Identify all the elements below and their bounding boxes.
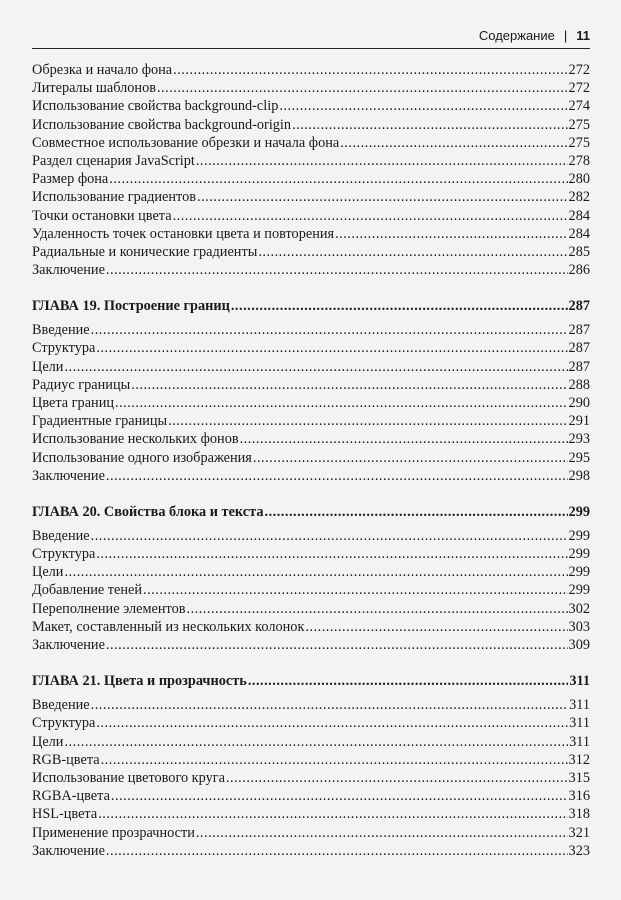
dot-leader (131, 376, 567, 394)
entry-title: Структура (32, 340, 96, 357)
dot-leader (96, 545, 567, 563)
entry-title: Радиальные и конические градиенты (32, 243, 258, 260)
dot-leader (91, 696, 568, 714)
dot-leader (106, 636, 568, 654)
entry-title: Использование градиентов (32, 189, 197, 206)
entry-page: 287 (568, 322, 590, 339)
toc-entry (32, 116, 590, 134)
dot-leader (106, 261, 568, 279)
entry-title: Заключение (32, 842, 105, 859)
entry-title: Использование свойства background-origin (32, 116, 292, 133)
entry-page: 298 (568, 467, 590, 484)
entry-page: 287 (568, 298, 590, 315)
toc-entry (32, 188, 590, 206)
dot-leader (248, 672, 569, 690)
entry-title: Макет, составленный из нескольких колонок (32, 618, 305, 635)
toc-entry (32, 600, 590, 618)
dot-leader (265, 503, 568, 521)
entry-page: 275 (568, 134, 590, 151)
toc-entry (32, 714, 590, 732)
toc-entry (32, 751, 590, 769)
entry-title: Введение (32, 322, 90, 339)
entry-title: Заключение (32, 637, 105, 654)
entry-page: 321 (568, 824, 590, 841)
entry-title: Использование нескольких фонов (32, 431, 239, 448)
entry-page: 291 (568, 413, 590, 430)
dot-leader (101, 751, 568, 769)
entry-page: 299 (568, 564, 590, 581)
toc-entry (32, 696, 590, 714)
entry-title: Цели (32, 564, 64, 581)
toc-entry (32, 563, 590, 581)
dot-leader (91, 321, 568, 339)
entry-title: Структура (32, 546, 96, 563)
entry-title: Заключение (32, 262, 105, 279)
toc-entry (32, 376, 590, 394)
entry-title: ГЛАВА 19. Построение границ (32, 298, 230, 315)
toc-entry (32, 394, 590, 412)
entry-page: 278 (568, 152, 590, 169)
toc-entry (32, 842, 590, 860)
entry-title: Введение (32, 697, 90, 714)
dot-leader (115, 394, 568, 412)
toc-entry (32, 824, 590, 842)
dot-leader (279, 97, 567, 115)
toc-entry (32, 79, 590, 97)
entry-page: 303 (568, 618, 590, 635)
entry-page: 302 (568, 600, 590, 617)
entry-page: 299 (568, 582, 590, 599)
entry-title: Цели (32, 733, 64, 750)
running-header (32, 28, 590, 49)
dot-leader (64, 358, 567, 376)
table-of-contents (32, 61, 590, 860)
entry-page: 311 (569, 715, 590, 732)
entry-page: 272 (568, 80, 590, 97)
entry-title: Цели (32, 358, 64, 375)
entry-title: Обрезка и начало фона (32, 62, 173, 78)
entry-page: 284 (568, 225, 590, 242)
dot-leader (240, 430, 568, 448)
toc-entry (32, 618, 590, 636)
toc-entry (32, 97, 590, 115)
dot-leader (253, 449, 568, 467)
dot-leader (143, 581, 568, 599)
entry-title: Раздел сценария JavaScript (32, 152, 195, 169)
header-separator: | (563, 28, 568, 43)
toc-entry (32, 170, 590, 188)
dot-leader (196, 824, 568, 842)
toc-entry (32, 261, 590, 279)
entry-page: 312 (568, 751, 590, 768)
entry-title: Использование цветового круга (32, 769, 225, 786)
entry-page: 274 (568, 98, 590, 115)
entry-page: 286 (568, 262, 590, 279)
chapter-heading (32, 297, 590, 315)
dot-leader (292, 116, 567, 134)
entry-title: Использование одного изображения (32, 449, 252, 466)
entry-page: 316 (568, 788, 590, 805)
page-number: 11 (576, 28, 590, 43)
entry-title: Градиентные границы (32, 413, 168, 430)
entry-page: 311 (569, 697, 590, 714)
entry-title: Радиус границы (32, 376, 131, 393)
dot-leader (98, 805, 567, 823)
toc-entry (32, 581, 590, 599)
entry-title: Размер фона (32, 171, 109, 188)
entry-title: Добавление теней (32, 582, 143, 599)
entry-title: RGBA-цвета (32, 788, 110, 805)
entry-title: Применение прозрачности (32, 824, 195, 841)
dot-leader (91, 527, 568, 545)
dot-leader (64, 733, 568, 751)
entry-title: Литералы шаблонов (32, 80, 156, 97)
dot-leader (197, 188, 568, 206)
toc-entry (32, 733, 590, 751)
entry-page: 280 (568, 171, 590, 188)
dot-leader (109, 170, 567, 188)
header-title: Содержание (478, 28, 555, 43)
toc-entry (32, 321, 590, 339)
dot-leader (96, 339, 567, 357)
toc-entry (32, 61, 590, 79)
entry-title: Цвета границ (32, 394, 114, 411)
entry-title: ГЛАВА 21. Цвета и прозрачность (32, 673, 247, 690)
entry-page: 323 (568, 842, 590, 859)
toc-entry (32, 467, 590, 485)
entry-page: 299 (568, 527, 590, 544)
entry-page: 309 (568, 637, 590, 654)
entry-title: HSL-цвета (32, 806, 98, 823)
entry-page: 295 (568, 449, 590, 466)
toc-entry (32, 207, 590, 225)
entry-title: RGB-цвета (32, 751, 100, 768)
entry-title: Точки остановки цвета (32, 207, 172, 224)
dot-leader (168, 412, 567, 430)
entry-page: 284 (568, 207, 590, 224)
entry-page: 311 (569, 673, 590, 690)
entry-page: 299 (568, 546, 590, 563)
entry-title: ГЛАВА 20. Свойства блока и текста (32, 503, 264, 520)
entry-page: 282 (568, 189, 590, 206)
chapter-heading (32, 672, 590, 690)
toc-entry (32, 805, 590, 823)
entry-title: Заключение (32, 467, 105, 484)
entry-page: 285 (568, 243, 590, 260)
entry-page: 272 (568, 62, 590, 78)
dot-leader (96, 714, 568, 732)
entry-title: Структура (32, 715, 96, 732)
dot-leader (187, 600, 568, 618)
dot-leader (106, 467, 568, 485)
toc-entry (32, 449, 590, 467)
toc-entry (32, 225, 590, 243)
dot-leader (106, 842, 568, 860)
entry-page: 287 (568, 358, 590, 375)
dot-leader (173, 207, 568, 225)
toc-entry (32, 787, 590, 805)
toc-entry (32, 412, 590, 430)
dot-leader (157, 79, 568, 97)
entry-page: 293 (568, 431, 590, 448)
toc-entry (32, 134, 590, 152)
entry-page: 290 (568, 394, 590, 411)
dot-leader (111, 787, 568, 805)
toc-entry (32, 527, 590, 545)
dot-leader (226, 769, 568, 787)
chapter-heading (32, 503, 590, 521)
dot-leader (173, 61, 567, 79)
toc-entry (32, 430, 590, 448)
toc-entry (32, 636, 590, 654)
dot-leader (305, 618, 567, 636)
entry-title: Введение (32, 527, 90, 544)
entry-title: Совместное использование обрезки и начала фона (32, 134, 340, 151)
entry-title: Использование свойства background-clip (32, 98, 279, 115)
entry-page: 275 (568, 116, 590, 133)
entry-page: 318 (568, 806, 590, 823)
entry-page: 315 (568, 769, 590, 786)
dot-leader (64, 563, 567, 581)
toc-entry (32, 545, 590, 563)
entry-page: 311 (569, 733, 590, 750)
dot-leader (231, 297, 568, 315)
dot-leader (340, 134, 567, 152)
toc-entry (32, 243, 590, 261)
entry-page: 288 (568, 376, 590, 393)
entry-title: Удаленность точек остановки цвета и повторения (32, 225, 335, 242)
dot-leader (335, 225, 567, 243)
toc-entry (32, 339, 590, 357)
toc-entry (32, 152, 590, 170)
entry-title: Переполнение элементов (32, 600, 186, 617)
entry-page: 287 (568, 340, 590, 357)
dot-leader (196, 152, 568, 170)
toc-entry (32, 769, 590, 787)
toc-entry (32, 358, 590, 376)
dot-leader (258, 243, 567, 261)
header-text (479, 28, 590, 43)
entry-page: 299 (568, 503, 590, 520)
